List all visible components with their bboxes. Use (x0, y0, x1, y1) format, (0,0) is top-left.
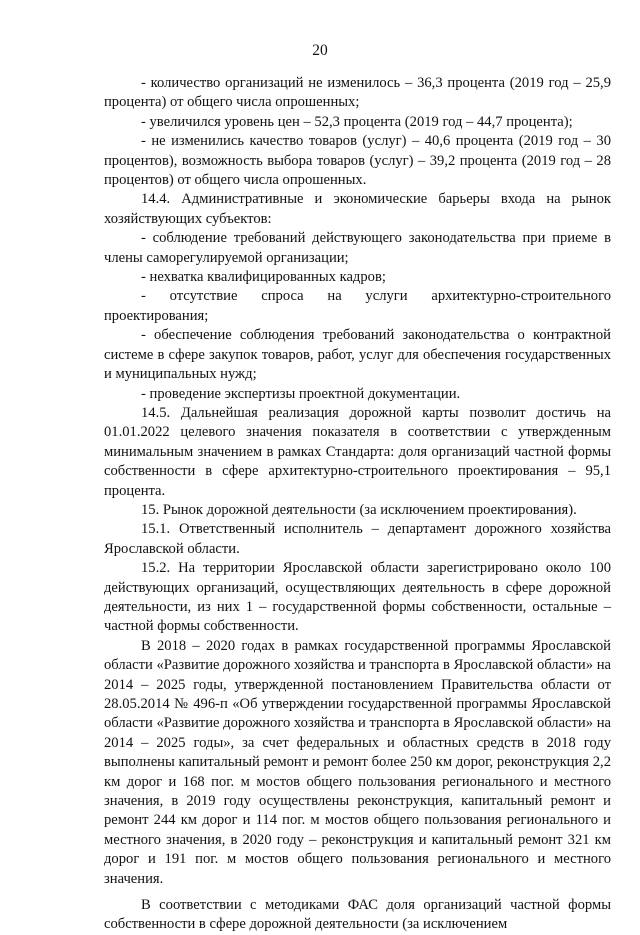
page-number: 20 (312, 42, 328, 59)
document-body (104, 74, 611, 935)
paragraph-road-program: В 2018 – 2020 годах в рамках государственной программы Ярославской области «Развитие дорожного хозяйства и транспорта в Ярославской области» на 2014 – 2025 годы, утвержденной постановлением Правительства области от 28.05.2014 № 496-п «Об утверждении государственной программы Ярославской области «Развитие дорожного хозяйства и транспорта в Ярославской области» на 2014 – 2025 годы», за счет федеральных и областных средств в 2018 году выполнены капитальный ремонт и ремонт более 250 км дорог, реконструкция 2,2 км дорог и 168 пог. м мостов общего пользования регионального и местного значения, в 2019 году осуществлены реконструкция, капитальный ремонт и ремонт 244 км дорог и 114 пог. м мостов общего пользования регионального и местного значения, в 2020 году – реконструкция и капитальный ремонт 321 км дорог и 191 пог. м мостов общего пользования регионального и местного значения. (104, 637, 611, 887)
paragraph-bullet-price-level: - увеличился уровень цен – 52,3 процента (2019 год – 44,7 процента); (141, 113, 573, 130)
paragraph-bullet-expertise: - проведение экспертизы проектной документации. (141, 385, 461, 402)
paragraph-bullet-demand: - отсутствие спроса на услуги архитектурно-строительного проектирования; (104, 288, 611, 324)
paragraph-section-15-2: 15.2. На территории Ярославской области зарегистрировано около 100 действующих организаций, осуществляющих деятельность в сфере дорожной деятельности, из них 1 – государственной формы собственности, остальные – частной формы собственности. (104, 560, 611, 635)
paragraph-fas-methodology: В соответствии с методиками ФАС доля организаций частной формы собственности в сфере дорожной деятельности (за исключением (104, 897, 611, 933)
paragraph-section-15: 15. Рынок дорожной деятельности (за исключением проектирования). (141, 501, 577, 518)
paragraph-bullet-org-count: - количество организаций не изменилось – 36,3 процента (2019 год – 25,9 процента) от общего числа опрошенных; (104, 75, 611, 111)
paragraph-section-15-1: 15.1. Ответственный исполнитель – департамент дорожного хозяйства Ярославской области. (104, 521, 611, 557)
paragraph-bullet-quality: - не изменились качество товаров (услуг) – 40,6 процента (2019 год – 30 процентов), возможность выбора товаров (услуг) – 39,2 процента (2019 год – 28 процентов) от общего числа опрошенных. (104, 133, 611, 189)
paragraph-bullet-sro: - соблюдение требований действующего законодательства при приеме в члены саморегулируемой организации; (104, 230, 611, 266)
paragraph-section-14-5: 14.5. Дальнейшая реализация дорожной карты позволит достичь на 01.01.2022 целевого значения показателя в соответствии с утвержденным минимальным значением в рамках Стандарта: доля организаций частной формы собственности в сфере архитектурно-строительного проектирования – 95,1 процента. (104, 404, 611, 499)
paragraph-bullet-staff: - нехватка квалифицированных кадров; (141, 269, 386, 286)
paragraph-section-14-4: 14.4. Административные и экономические барьеры входа на рынок хозяйствующих субъектов: (104, 191, 611, 227)
paragraph-bullet-procurement: - обеспечение соблюдения требований законодательства о контрактной системе в сфере закупок товаров, работ, услуг для обеспечения государственных и муниципальных нужд; (104, 327, 611, 383)
